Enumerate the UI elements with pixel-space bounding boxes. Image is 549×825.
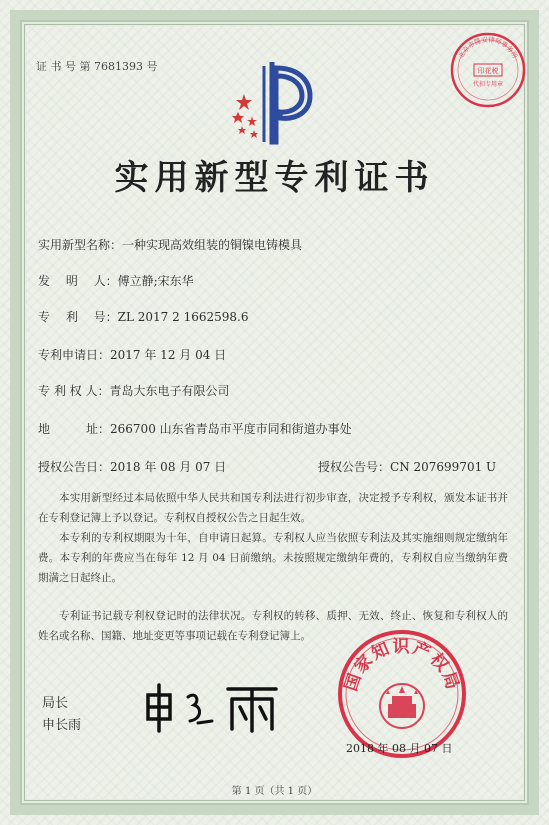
- field-label: 发 明 人：: [38, 274, 118, 288]
- field-value: 2017 年 12 月 04 日: [110, 348, 227, 362]
- agency-stamp: [448, 30, 528, 110]
- certificate-body: [38, 488, 508, 646]
- paragraph: 本专利的专利权期限为十年，自申请日起算。专利权人应当依照专利法及其实施细则规定缴纳年费。本专利的年费应当在每年 12 月 04 日前缴纳。未按照规定缴纳年费的，专利权自应当缴纳年费期满之日起终止。: [38, 532, 508, 584]
- field-address: [38, 420, 352, 437]
- director-title: 局长: [42, 696, 69, 711]
- field-filing-date: [38, 346, 226, 363]
- field-label: 实用新型名称：: [38, 238, 123, 252]
- field-label: 授权公告号：: [318, 460, 391, 474]
- field-grant-announce-date: [38, 458, 226, 475]
- seal-text: 国家知识产权局: [341, 637, 463, 694]
- field-value: 一种实现高效组装的铜镍电铸模具: [122, 238, 303, 252]
- certificate-title: 实用新型专利证书: [114, 158, 435, 198]
- page-number: 第 1 页（共 1 页）: [231, 786, 318, 797]
- field-value: 傅立静;宋东华: [117, 274, 194, 288]
- field-value: 青岛大东电子有限公司: [109, 384, 230, 398]
- field-value: 266700 山东省青岛市平度市同和街道办事处: [110, 422, 352, 436]
- field-value: CN 207699701 U: [390, 460, 497, 474]
- field-value: ZL 2017 2 1662598.6: [117, 310, 249, 324]
- field-value: 2018 年 08 月 07 日: [110, 460, 227, 474]
- field-label: 地 址：: [38, 422, 111, 436]
- field-label: 专利申请日：: [38, 348, 111, 362]
- field-label: 专 利 号：: [38, 310, 118, 324]
- svg-text:北京市隆安律师事务所: 北京市隆安律师事务所: [456, 35, 520, 60]
- field-label: 专 利 权 人：: [38, 384, 110, 398]
- director-signature: [140, 675, 290, 735]
- svg-text:国家知识产权局: [341, 637, 463, 694]
- field-patent-no: [38, 308, 248, 325]
- director-name: 申长雨: [42, 718, 82, 733]
- field-grant-announce-no: [318, 458, 496, 475]
- paragraph: 专利证书记载专利权登记时的法律状况。专利权的转移、质押、无效、终止、恢复和专利权人的姓名或名称、国籍、地址变更等事项记载在专利登记簿上。: [38, 610, 508, 642]
- svg-text:印花税: 印花税: [477, 67, 499, 75]
- certificate-number: 证 书 号 第 7681393 号: [36, 60, 158, 73]
- patent-office-logo: [228, 58, 318, 146]
- paragraph: 本实用新型经过本局依照中华人民共和国专利法进行初步审查，决定授予专利权，颁发本证书并在专利登记簿上予以登记。专利权自授权公告之日起生效。: [38, 492, 508, 524]
- field-patentee: [38, 382, 229, 399]
- seal-date: 2018 年 08 月 07 日: [346, 742, 453, 755]
- field-utility-model-name: [38, 236, 302, 253]
- field-inventor: [38, 272, 194, 289]
- svg-text:代扣专用章: 代扣专用章: [472, 81, 504, 88]
- field-label: 授权公告日：: [38, 460, 111, 474]
